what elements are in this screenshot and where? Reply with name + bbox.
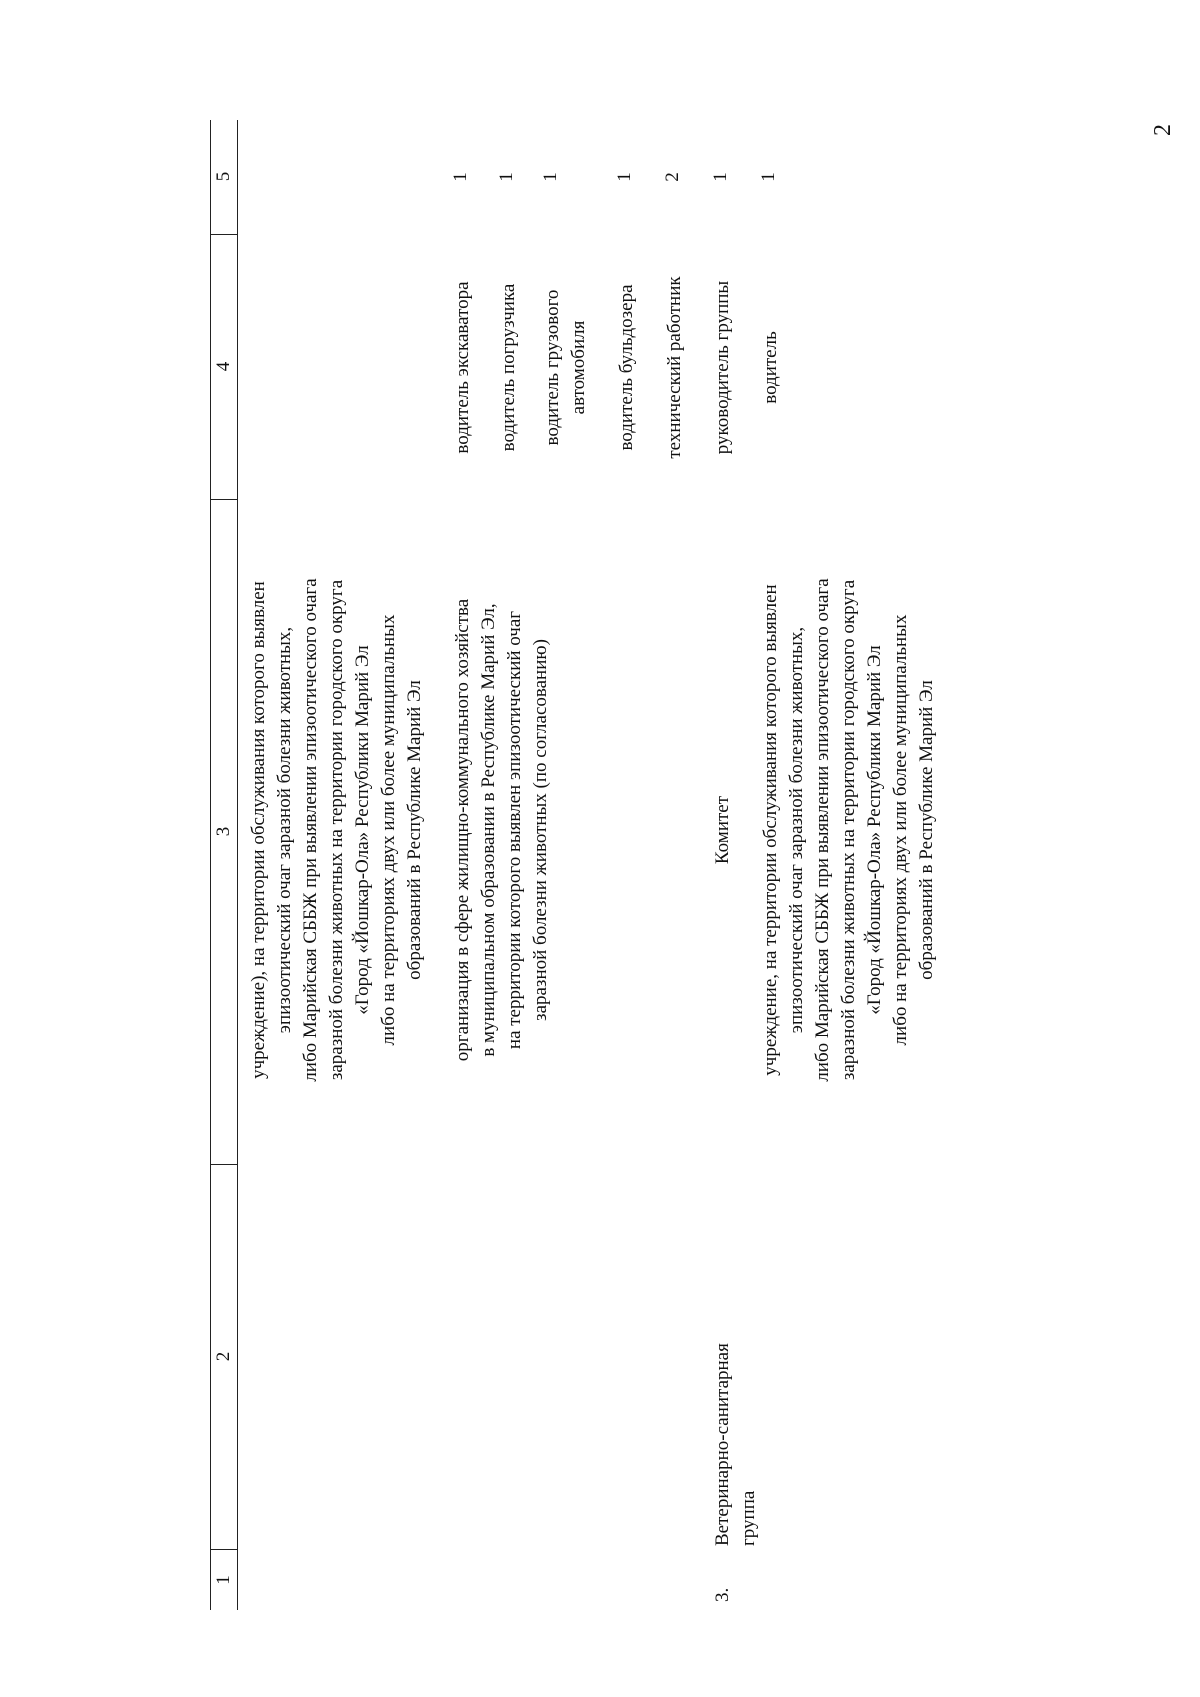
table-header-row (210, 120, 238, 1610)
committee-label: Комитет (712, 795, 733, 865)
role-technical-worker: технический работник (664, 276, 685, 459)
role-bulldozer-driver: водитель бульдозера (616, 284, 637, 451)
table-rotated (210, 120, 937, 1610)
header-col-4: 4 (211, 234, 237, 500)
header-col-1: 1 (213, 1575, 234, 1585)
row3-organization: учреждение, на территории обслуживания которого выявлен эпизоотический очаг заразной болезни животных, либо Марийская СББЖ при выявлении эпизоотического очага заразной болезни животных на территории городского округа «Город «Йошкар-Ола» Республики Марий Эл либо на территориях двух или более муниципальных образований в Республике Марий Эл (760, 578, 937, 1082)
count-truck-driver: 1 (540, 172, 561, 182)
count-loader-driver: 1 (496, 172, 517, 182)
count-excavator-driver: 1 (450, 172, 471, 182)
row-number: 3. (712, 1587, 733, 1602)
role-truck-driver: водитель грузового автомобиля (542, 289, 589, 446)
header-col-3: 3 (211, 499, 237, 1165)
role-group-leader: руководитель группы (712, 280, 733, 455)
header-col-2: 2 (211, 1164, 237, 1550)
count-bulldozer-driver: 1 (614, 172, 635, 182)
count-technical-worker: 2 (662, 172, 683, 182)
role-excavator-driver: водитель экскаватора (452, 281, 473, 454)
count-group-leader: 1 (710, 172, 731, 182)
role-driver: водитель (760, 331, 781, 404)
page-number: 2 (1150, 124, 1176, 136)
group-name: Ветеринарно-санитарная группа (712, 1343, 759, 1546)
housing-utility-organization: организация в сфере жилищно-коммунального хозяйства в муниципальном образовании в Республике Марий Эл, на территории которого выявлен эпизоотический очаг заразной болезни животных (по согласованию) (452, 598, 551, 1062)
count-driver: 1 (758, 172, 779, 182)
header-col-5: 5 (211, 119, 237, 235)
role-loader-driver: водитель погрузчика (498, 283, 519, 452)
continuation-organization: учреждение), на территории обслуживания которого выявлен эпизоотический очаг заразной болезни животных, либо Марийская СББЖ при выявлении эпизоотического очага заразной болезни животных на территории городского округа «Город «Йошкар-Ола» Республики Марий Эл либо на территориях двух или более муниципальных образований в Республике Марий Эл (248, 578, 425, 1082)
